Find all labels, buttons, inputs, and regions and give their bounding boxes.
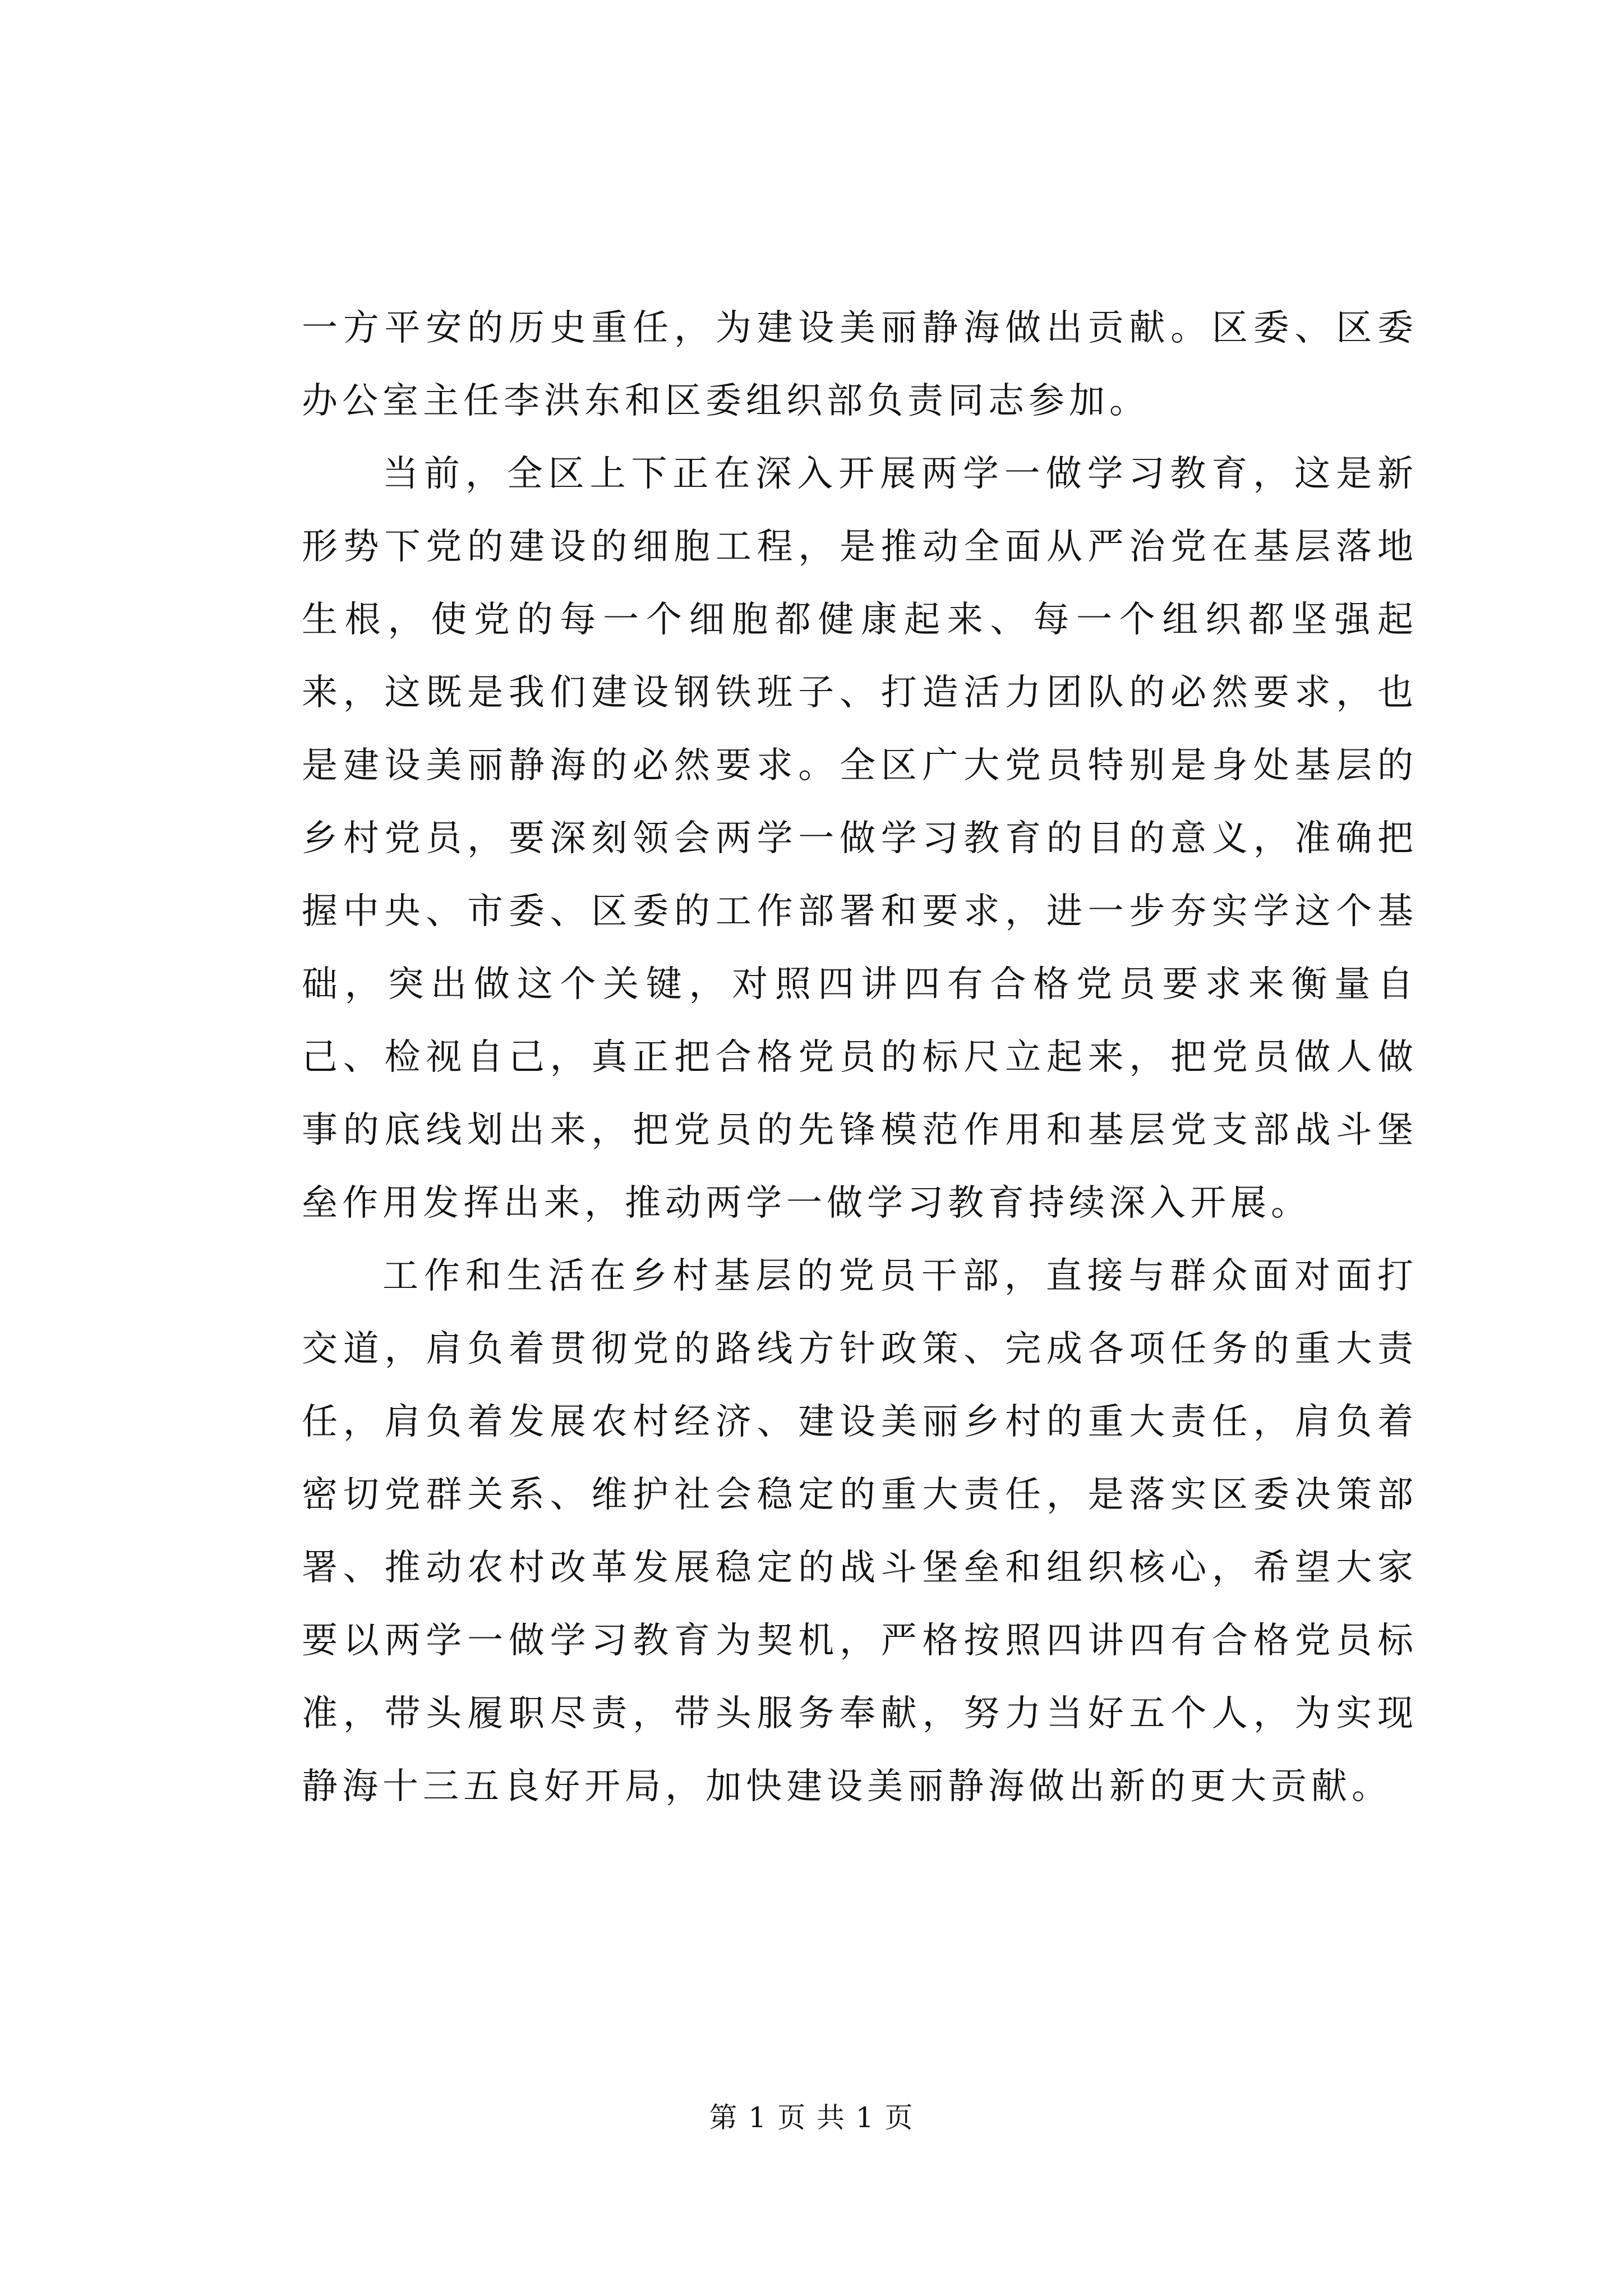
- paragraph-1: 一方平安的历史重任，为建设美丽静海做出贡献。区委、区委办公室主任李洪东和区委组织部负责同志参加。: [302, 307, 1418, 422]
- paragraph-2: 当前，全区上下正在深入开展两学一做学习教育，这是新形势下党的建设的细胞工程，是推动全面从严治党在基层落地生根，使党的每一个细胞都健康起来、每一个组织都坚强起来，这既是我们建设钢铁班子、打造活力团队的必然要求，也是建设美丽静海的必然要求。全区广大党员特别是身处基层的乡村党员，要深刻领会两学一做学习教育的目的意义，准确把握中央、市委、区委的工作部署和要求，进一步夯实学这个基础，突出做这个关键，对照四讲四有合格党员要求来衡量自己、检视自己，真正把合格党员的标尺立起来，把党员做人做事的底线划出来，把党员的先锋模范作用和基层党支部战斗堡垒作用发挥出来，推动两学一做学习教育持续深入开展。: [302, 453, 1418, 1224]
- page-footer: 第 1 页 共 1 页: [709, 2101, 914, 2134]
- document-body: [302, 292, 1418, 1823]
- paragraph-3: 工作和生活在乡村基层的党员干部，直接与群众面对面打交道，肩负着贯彻党的路线方针政策、完成各项任务的重大责任，肩负着发展农村经济、建设美丽乡村的重大责任，肩负着密切党群关系、维护社会稳定的重大责任，是落实区委决策部署、推动农村改革发展稳定的战斗堡垒和组织核心，希望大家要以两学一做学习教育为契机，严格按照四讲四有合格党员标准，带头履职尽责，带头服务奉献，努力当好五个人，为实现静海十三五良好开局，加快建设美丽静海做出新的更大贡献。: [302, 1255, 1418, 1807]
